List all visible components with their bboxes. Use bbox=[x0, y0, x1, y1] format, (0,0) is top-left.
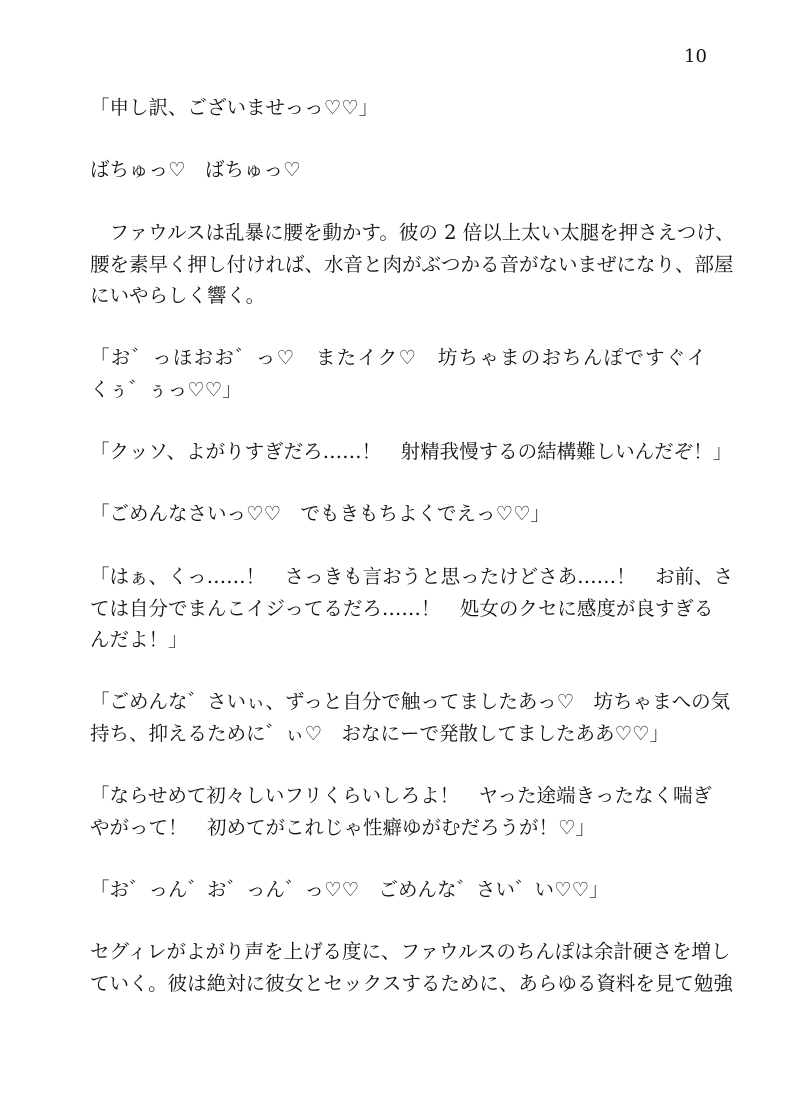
text-line: ては自分でまんこイジってるだろ……！ 処女のクセに感度が良すぎる bbox=[90, 597, 714, 620]
text-line: 腰を素早く押し付ければ、水音と肉がぶつかる音がないまぜになり、部屋 bbox=[90, 253, 734, 276]
text-line: やがって！ 初めてがこれじゃ性癖ゆがむだろうが！♡」 bbox=[90, 816, 595, 839]
text-line: にいやらしく響く。 bbox=[90, 284, 266, 307]
text-line: 持ち、抑えるために゛ぃ♡ おなにーで発散してましたああ♡♡」 bbox=[90, 722, 669, 745]
text-line: 「ごめんな゛さいぃ、ずっと自分で触ってましたあっ♡ 坊ちゃまへの気 bbox=[90, 690, 731, 713]
text-line: くぅ゛ぅっ♡♡」 bbox=[90, 378, 242, 401]
text-line: ファウルスは乱暴に腰を動かす。彼の 2 倍以上太い太腿を押さえつけ、 bbox=[90, 221, 735, 244]
text-line: ていく。彼は絶対に彼女とセックスするために、あらゆる資料を見て勉強 bbox=[90, 972, 733, 995]
text-line: 「お゛っん゛お゛っん゛っ♡♡ ごめんな゛さい゛い♡♡」 bbox=[90, 878, 609, 901]
page-number: 10 bbox=[684, 46, 707, 67]
text-line: ばちゅっ♡ ばちゅっ♡ bbox=[90, 158, 301, 181]
text-line: 「クッソ、よがりすぎだろ……！ 射精我慢するの結構難しいんだぞ！」 bbox=[90, 440, 733, 463]
text-line: セグィレがよがり声を上げる度に、ファウルスのちんぽは余計硬さを増し bbox=[90, 940, 731, 963]
text-line: 「お゛っほおお゛っ♡ またイク♡ 坊ちゃまのおちんぽですぐイ bbox=[90, 346, 706, 369]
text-line: 「はぁ、くっ……！ さっきも言おうと思ったけどさあ……！ お前、さ bbox=[90, 565, 734, 588]
text-line: んだよ！」 bbox=[90, 628, 188, 651]
text-line: 「ごめんなさいっ♡♡ でもきもちよくでえっ♡♡」 bbox=[90, 502, 550, 525]
text-line: 「ならせめて初々しいフリくらいしろよ！ ヤった途端きったなく喘ぎ bbox=[90, 784, 713, 807]
text-line: 「申し訳、ございませっっ♡♡」 bbox=[90, 96, 379, 119]
